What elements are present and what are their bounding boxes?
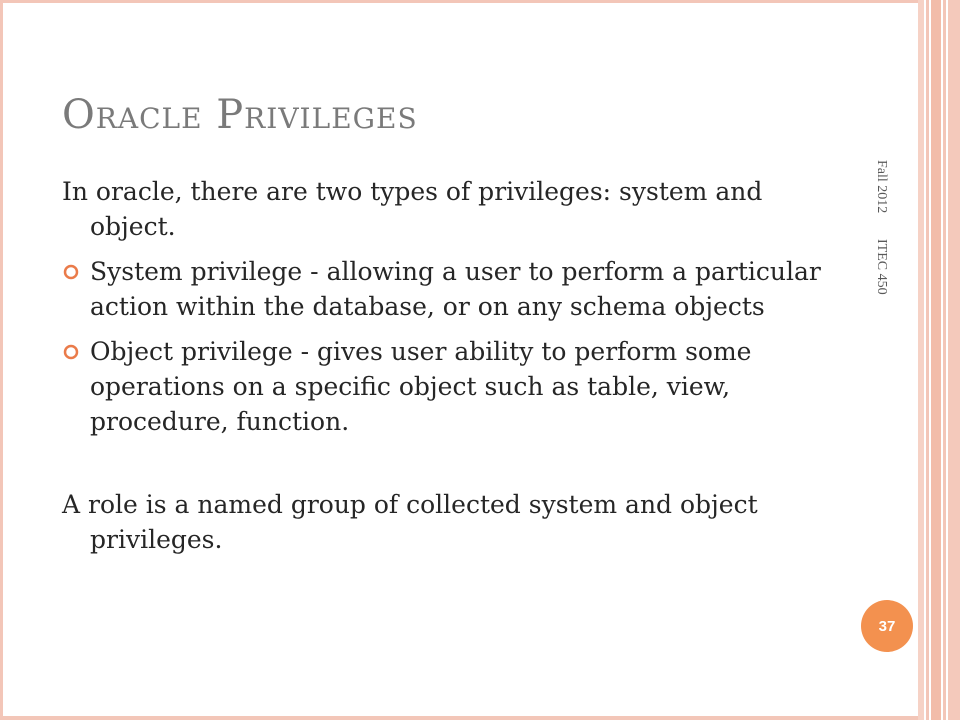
bullet-item bbox=[62, 334, 842, 439]
closing-paragraph: A role is a named group of collected system and object privileges. bbox=[62, 490, 758, 554]
course-label: ITEC 450 bbox=[874, 238, 889, 295]
bullet-text: System privilege - allowing a user to perform a particular action within the database, or on any schema objects bbox=[90, 257, 821, 321]
bullet-text: Object privilege - gives user ability to perform some operations on a specific object such as table, view, procedure, function. bbox=[90, 337, 752, 436]
page-number-badge bbox=[861, 600, 913, 652]
ring-bullet-icon bbox=[62, 263, 80, 281]
slide-border-bottom bbox=[0, 716, 920, 720]
term-label: Fall 2012 bbox=[874, 160, 889, 214]
intro-paragraph: In oracle, there are two types of privileges: system and object. bbox=[62, 177, 763, 241]
slide-title: Oracle Privileges bbox=[62, 92, 418, 138]
slide-border-left bbox=[0, 0, 3, 720]
bullet-item bbox=[62, 254, 842, 324]
slide-border-top bbox=[0, 0, 920, 3]
side-footer-label bbox=[873, 160, 889, 316]
decorative-stripes bbox=[918, 0, 960, 720]
page-number: 37 bbox=[878, 617, 896, 635]
slide-body bbox=[62, 174, 842, 557]
ring-bullet-icon bbox=[62, 343, 80, 361]
